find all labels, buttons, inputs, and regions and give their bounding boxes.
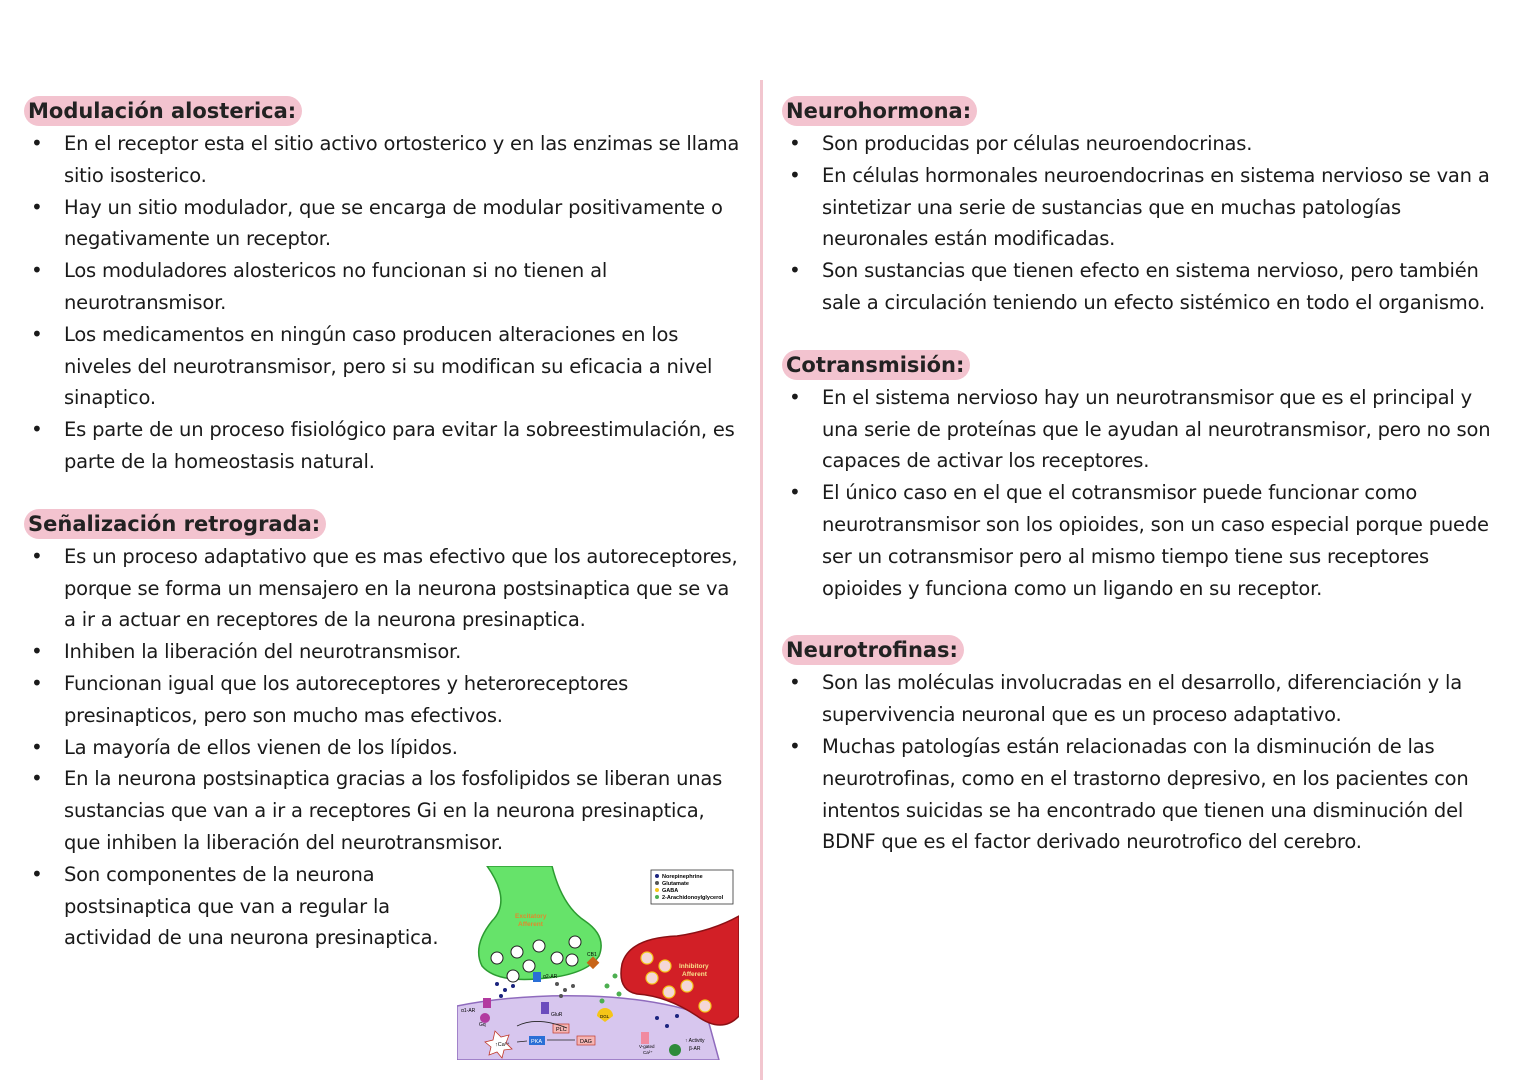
list-item: • Los medicamentos en ningún caso producen alteraciones en los niveles del neurotransmisor, pero si su modifican su eficacia a nivel sinaptico.	[28, 319, 740, 414]
receptor-label: Ca²⁺	[643, 1050, 653, 1055]
vgated-channel	[641, 1032, 649, 1044]
enzyme-label: DAG	[580, 1039, 592, 1045]
bullet-list	[28, 128, 740, 478]
retrograde-signaling-figure	[457, 866, 739, 1060]
receptor-label: α2-AR	[543, 974, 558, 980]
list-item: • Los moduladores alostericos no funcionan si no tienen al neurotransmisor.	[28, 255, 740, 319]
receptor-label: α1-AR	[461, 1008, 476, 1014]
section-modulacion	[28, 96, 740, 478]
a2-receptor	[533, 972, 541, 982]
column-divider	[760, 80, 763, 1080]
list-item: • Son las moléculas involucradas en el desarrollo, diferenciación y la supervivencia neuronal que es un proceso adaptativo.	[786, 667, 1498, 731]
excitatory-label: Afferent	[518, 921, 543, 928]
receptor-label: GluR	[551, 1012, 563, 1018]
beta-receptor	[669, 1044, 681, 1056]
list-item: • Son producidas por células neuroendocrinas.	[786, 128, 1498, 160]
list-item: • El único caso en el que el cotransmisor puede funcionar como neurotransmisor son los opioides, son un caso especial porque puede ser un cotransmisor pero al mismo tiempo tiene sus receptores opioides y funciona como un ligando en su receptor.	[786, 477, 1498, 604]
list-item: • Es parte de un proceso fisiológico para evitar la sobreestimulación, es parte de la homeostasis natural.	[28, 414, 740, 478]
bullet-list	[786, 667, 1498, 858]
list-item: • Hay un sitio modulador, que se encarga de modular positivamente o negativamente un receptor.	[28, 192, 740, 256]
receptor-label: CB1	[587, 952, 597, 958]
section-neurotrofinas	[786, 635, 1498, 858]
list-item: • Muchas patologías están relacionadas con la disminución de las neurotrofinas, como en el trastorno depresivo, en los pacientes con intentos suicidas se ha encontrado que tienen una disminución del BDNF que es el factor derivado neurotrofico del cerebro.	[786, 731, 1498, 858]
list-item: • En el sistema nervioso hay un neurotransmisor que es el principal y una serie de proteínas que le ayudan al neurotransmisor, pero no son capaces de activar los receptores.	[786, 382, 1498, 477]
bullet-list	[786, 382, 1498, 605]
inhibitory-label: Inhibitory	[679, 963, 709, 970]
left-column	[28, 96, 740, 985]
list-item: • La mayoría de ellos vienen de los lípidos.	[28, 732, 740, 764]
legend-entry: 2-Arachidonoylglycerol	[662, 895, 724, 901]
enzyme-label: DGL	[600, 1014, 610, 1019]
legend-entry: Norepinephrine	[662, 874, 703, 880]
bullet-list	[786, 128, 1498, 319]
list-item: • Es un proceso adaptativo que es mas efectivo que los autoreceptores, porque se forma un mensajero en la neurona postsinaptica que se va a ir a actuar en receptores de la neurona presinaptica.	[28, 541, 740, 636]
list-item: • En células hormonales neuroendocrinas en sistema nervioso se van a sintetizar una serie de sustancias que en muchas patologías neuronales están modificadas.	[786, 160, 1498, 255]
receptor-label: V-gated	[639, 1044, 655, 1049]
list-item: • Son sustancias que tienen efecto en sistema nervioso, pero también sale a circulación teniendo un efecto sistémico en todo el organismo.	[786, 255, 1498, 319]
list-item: • En la neurona postsinaptica gracias a los fosfolipidos se liberan unas sustancias que van a ir a receptores Gi en la neurona presinaptica, que inhiben la liberación del neurotransmisor.	[28, 763, 740, 858]
list-item: • Funcionan igual que los autoreceptores y heteroreceptores presinapticos, pero son mucho mas efectivos.	[28, 668, 740, 732]
enzyme-label: PKA	[531, 1039, 543, 1045]
section-neurohormona	[786, 96, 1498, 319]
list-item: • Inhiben la liberación del neurotransmisor.	[28, 636, 740, 668]
section-heading: Señalización retrograda:	[24, 509, 326, 539]
receptor-label: β-AR	[689, 1046, 701, 1052]
list-item: • En el receptor esta el sitio activo ortosterico y en las enzimas se llama sitio isosterico.	[28, 128, 740, 192]
receptor-label: ↑ Activity	[685, 1038, 705, 1044]
right-column	[786, 96, 1498, 889]
section-heading: Cotransmisión:	[782, 350, 970, 380]
section-heading: Modulación alosterica:	[24, 96, 302, 126]
legend-entry: Glutamate	[662, 881, 689, 887]
a1-receptor	[483, 998, 491, 1008]
calcium-label: ↑Ca²⁺	[495, 1042, 510, 1048]
inhibitory-label: Afferent	[682, 971, 707, 978]
legend-entry: GABA	[662, 888, 679, 894]
section-heading: Neurohormona:	[782, 96, 977, 126]
section-heading: Neurotrofinas:	[782, 635, 964, 665]
glur-receptor	[541, 1002, 549, 1014]
list-item: • Son componentes de la neurona postsinaptica que van a regular la actividad de una neurona presinaptica.	[28, 859, 740, 954]
excitatory-label: Excitatory	[515, 913, 547, 920]
section-cotransmision	[786, 350, 1498, 605]
receptor-label: Gq	[479, 1022, 486, 1028]
enzyme-label: PLC	[556, 1027, 567, 1033]
